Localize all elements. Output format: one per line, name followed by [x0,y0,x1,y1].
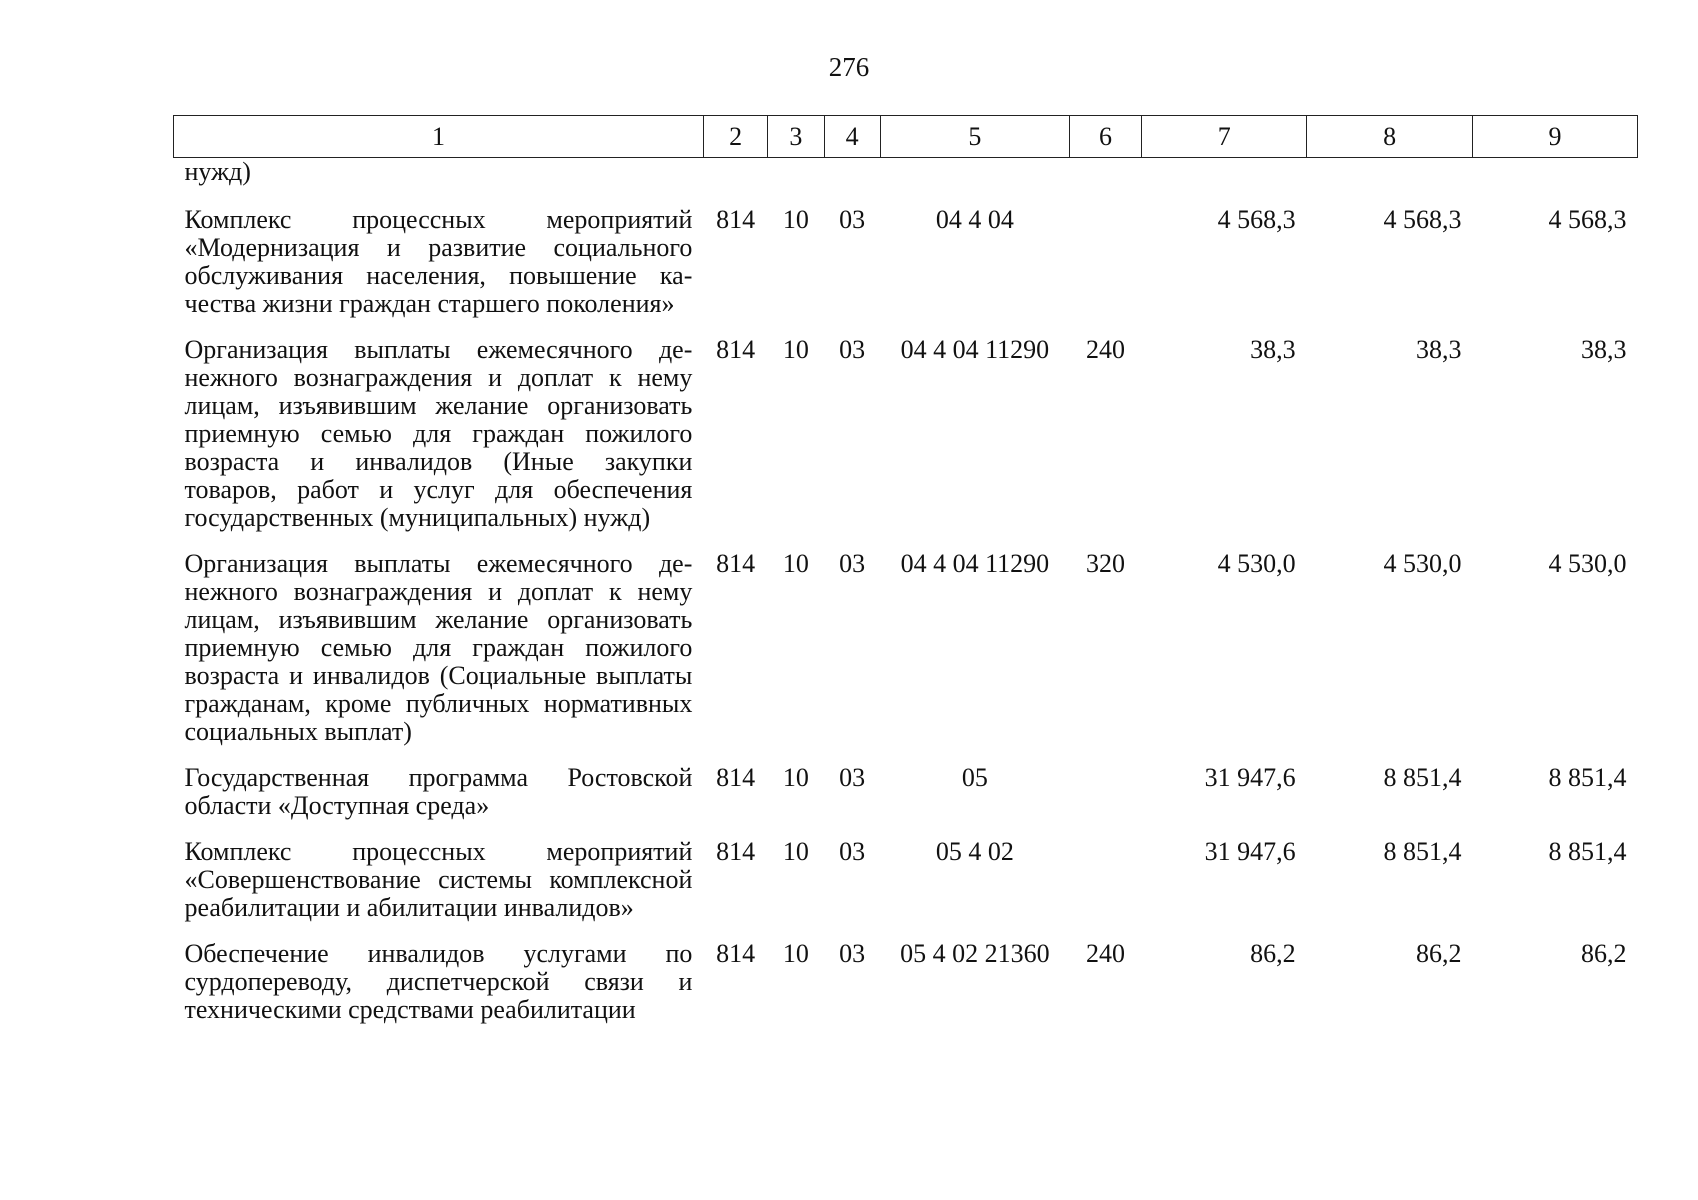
row-code-3: 10 [782,763,809,792]
row-code-6: 240 [1086,335,1126,364]
row-code-3: 10 [782,939,809,968]
header-row [174,116,1638,158]
row-value-8: 86,2 [1416,939,1462,968]
column-header-9: 9 [1473,116,1638,158]
row-description: Организация выплаты ежемесячного денежного вознаграждения и доплат к нему лицам, изъявившим желание организовать приемную семью для граждан пожилого возраста и инвалидов (Социальные выплаты гражданам, кроме публичных нормативных социальных выплат) [184,549,693,746]
row-code-4: 03 [839,837,866,866]
row-code-2: 814 [716,205,756,234]
row-value-8: 8 851,4 [1383,837,1462,866]
budget-table [173,115,1638,1038]
column-header-1: 1 [174,116,704,158]
column-header-6: 6 [1069,116,1141,158]
row-code-6 [1069,202,1141,332]
row-value-7: 4 568,3 [1217,205,1296,234]
row-value-7: 4 530,0 [1217,549,1296,578]
row-value-9: 86,2 [1581,939,1627,968]
page-number: 276 [828,52,870,82]
row-description: Организация выплаты ежемесячного денежного вознаграждения и доплат к нему лицам, изъявившим желание организовать приемную семью для граждан пожилого возраста и инвалидов (Иные закупки товаров, работ и услуг для обеспечения государственных (муниципальных) нужд) [184,335,693,532]
row-description: Государственная программа Ростовской области «Доступная среда» [184,763,693,820]
row-value-9: 8 851,4 [1548,763,1627,792]
row-value-8: 8 851,4 [1383,763,1462,792]
row-code-6 [1069,834,1141,936]
continuation-text: нужд) [184,157,251,186]
row-value-9: 4 530,0 [1548,549,1627,578]
row-value-7: 38,3 [1250,335,1296,364]
table-row [174,546,1638,760]
table-row [174,936,1638,1038]
row-code-2: 814 [716,939,756,968]
row-code-5: 04 4 04 11290 [900,549,1050,578]
table-header [174,116,1638,158]
row-value-8: 4 568,3 [1383,205,1462,234]
column-header-8: 8 [1307,116,1473,158]
row-code-3: 10 [782,335,809,364]
row-code-5: 04 4 04 11290 [900,335,1050,364]
row-value-9: 38,3 [1581,335,1627,364]
row-code-3: 10 [782,837,809,866]
row-code-6: 240 [1086,939,1126,968]
column-header-2: 2 [703,116,767,158]
row-value-8: 38,3 [1416,335,1462,364]
row-code-5: 04 4 04 [935,205,1014,234]
row-code-2: 814 [716,335,756,364]
row-code-2: 814 [716,763,756,792]
row-code-5: 05 4 02 21360 [900,939,1050,968]
column-header-4: 4 [824,116,880,158]
row-value-7: 86,2 [1250,939,1296,968]
row-description: Комплекс процессных мероприятий «Совершенствование системы комплексной реабилитации и абилитации инвалидов» [184,837,693,922]
continuation-row [174,158,1638,203]
row-code-2: 814 [716,837,756,866]
table-row [174,332,1638,546]
row-code-2: 814 [716,549,756,578]
row-code-3: 10 [782,205,809,234]
row-value-8: 4 530,0 [1383,549,1462,578]
row-value-7: 31 947,6 [1204,763,1296,792]
table-row [174,202,1638,332]
row-code-6: 320 [1086,549,1126,578]
row-code-4: 03 [839,939,866,968]
row-code-4: 03 [839,205,866,234]
row-code-5: 05 [961,763,988,792]
table-body [174,158,1638,1039]
column-header-7: 7 [1142,116,1307,158]
row-description: Комплекс процессных мероприятий «Модернизация и развитие социального обслуживания населения, повышение качества жизни граждан старшего поколения» [184,205,693,318]
row-code-4: 03 [839,335,866,364]
row-code-3: 10 [782,549,809,578]
column-header-3: 3 [768,116,824,158]
row-description: Обеспечение инвалидов услугами по сурдопереводу, диспетчерской связи и техническими средствами реабилитации [184,939,693,1024]
row-code-4: 03 [839,763,866,792]
row-code-6 [1069,760,1141,834]
row-code-5: 05 4 02 [935,837,1014,866]
row-value-7: 31 947,6 [1204,837,1296,866]
row-code-4: 03 [839,549,866,578]
row-value-9: 8 851,4 [1548,837,1627,866]
row-value-9: 4 568,3 [1548,205,1627,234]
column-header-5: 5 [880,116,1069,158]
table-row [174,834,1638,936]
table-row [174,760,1638,834]
